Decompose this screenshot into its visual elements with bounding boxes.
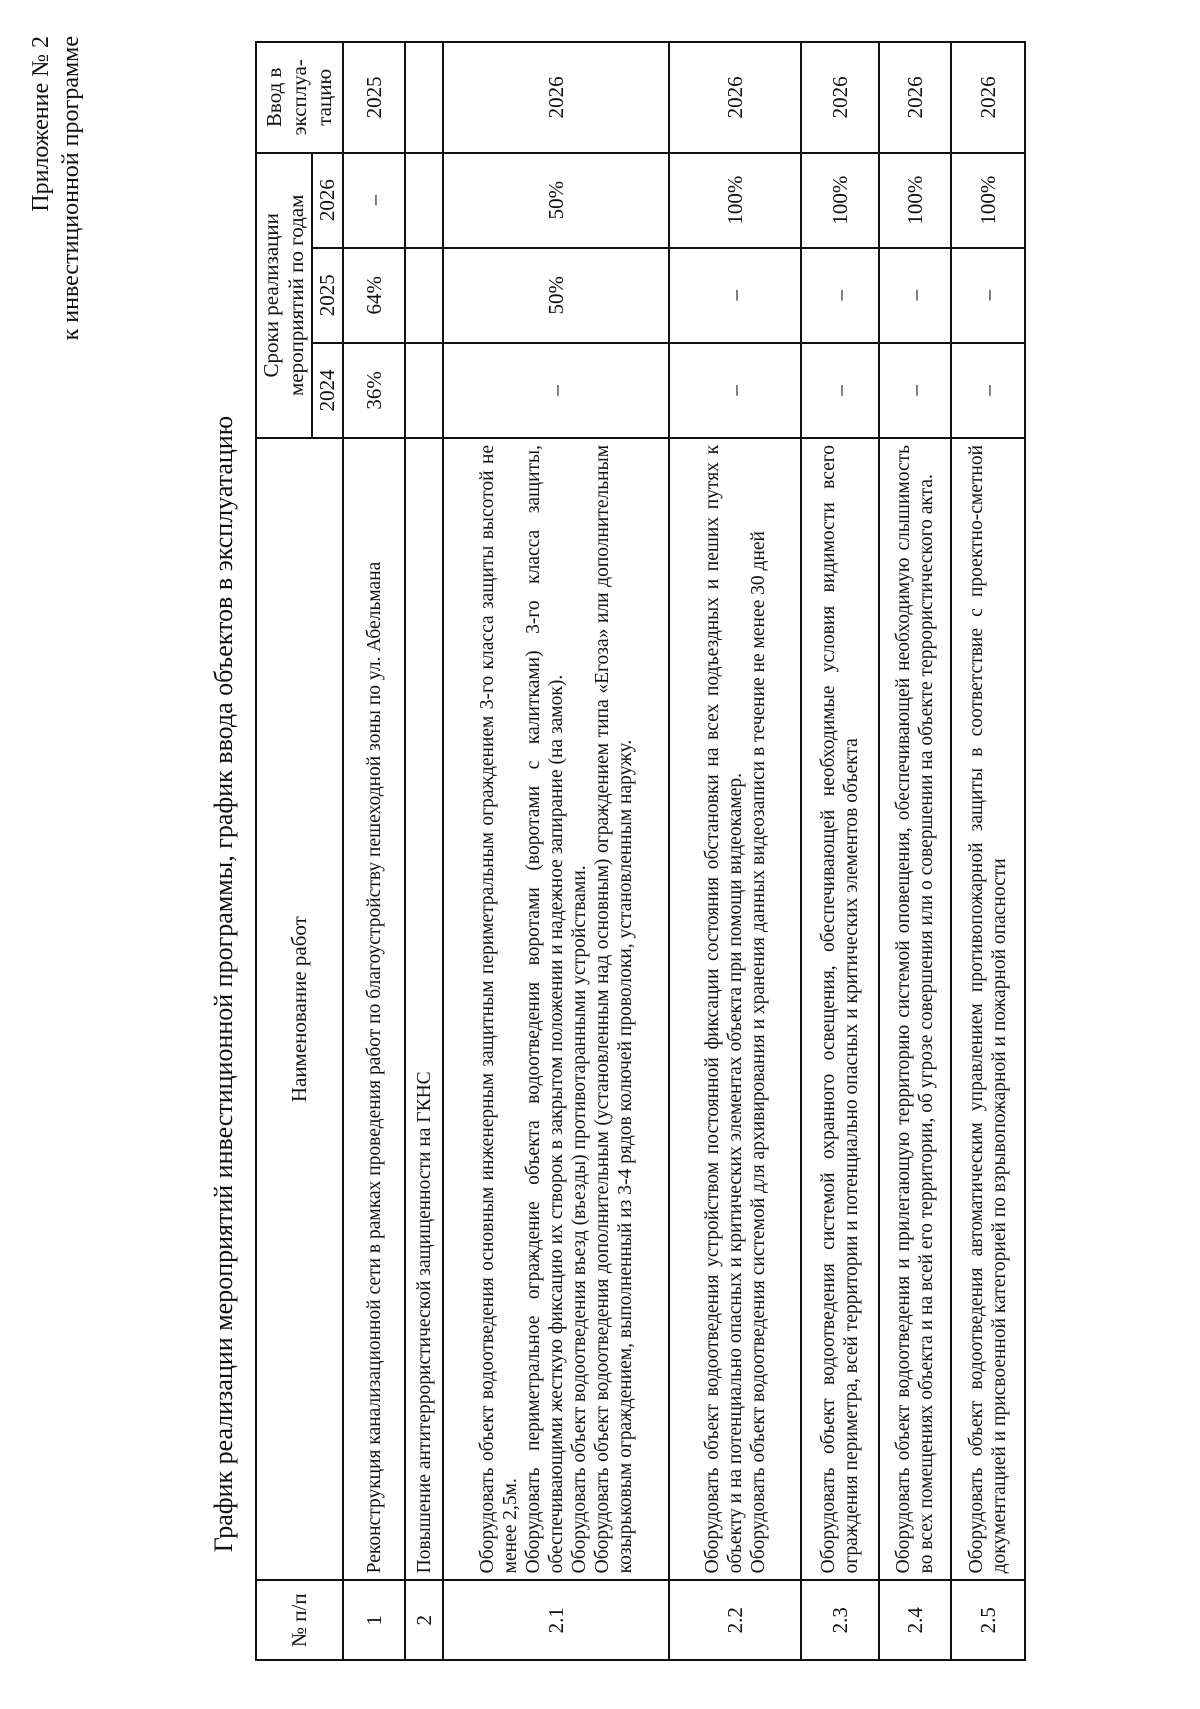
work-paragraph: Оборудовать объект водоотведения основным инженерным защитным периметральным ограждением 3-го класса защиты высотой не менее 2,5м. (476, 444, 521, 1574)
share-2024: – (801, 343, 879, 438)
commissioning-year: 2026 (879, 42, 951, 153)
commissioning-year: 2026 (951, 42, 1025, 153)
work-description (879, 438, 951, 1580)
header-year-2024: 2024 (312, 343, 343, 438)
commissioning-year (405, 42, 443, 153)
row-number: 2.2 (669, 1580, 801, 1660)
document-title: График реализации мероприятий инвестиционной программы, график ввода объектов в эксплуатацию (209, 415, 238, 1553)
table-row (951, 42, 1025, 1660)
commissioning-year: 2025 (343, 42, 405, 153)
share-2026: 100% (669, 153, 801, 248)
table-row (801, 42, 879, 1660)
work-paragraph: Оборудовать объект водоотведения автоматическим управлением противопожарной защиты в соответствие с проектно-сметной документацией и присвоенной категорией по взрывопожарной и пожарной опасности (966, 444, 1010, 1574)
share-2026: 100% (879, 153, 951, 248)
table-row (343, 42, 405, 1660)
row-number: 2.5 (951, 1580, 1025, 1660)
share-2026: – (343, 153, 405, 248)
share-2025: – (801, 248, 879, 343)
header-name: Наименование работ (256, 438, 343, 1580)
work-paragraph: Оборудовать периметральное ограждение объекта водоотведения воротами (воротами с калитками) 3-го класса защиты, обеспечивающими жесткую фиксацию их створок в закрытом положении и надежное запирание (на замок). (522, 444, 567, 1574)
row-number: 2.3 (801, 1580, 879, 1660)
share-2025: – (879, 248, 951, 343)
table-row (669, 42, 801, 1660)
work-paragraph: Оборудовать объект водоотведения дополнительным (установленным над основным) ограждением типа «Егоза» или дополнительным козырьковым ограждением, выполненный из 3-4 рядов колючей проволоки, установленным наружу. (591, 444, 636, 1574)
share-2024: – (879, 343, 951, 438)
row-number: 2.4 (879, 1580, 951, 1660)
appendix-number: Приложение № 2 (28, 36, 54, 212)
table-row (405, 42, 443, 1660)
row-number: 1 (343, 1580, 405, 1660)
header-year-2026: 2026 (312, 153, 343, 248)
commissioning-year: 2026 (801, 42, 879, 153)
header-commissioning: Ввод в эксплуа-тацию (256, 42, 343, 153)
share-2024: – (951, 343, 1025, 438)
work-paragraph: Реконструкция канализационной сети в рамках проведения работ по благоустройству пешеходной зоны по ул. Абельмана (363, 561, 385, 1574)
share-2026 (405, 153, 443, 248)
appendix-caption (26, 36, 86, 636)
appendix-reference: к инвестиционной программе (58, 36, 84, 341)
work-paragraph: Оборудовать объект водоотведения и прилегающую территорию системой оповещения, обеспечивающей необходимую слышимость во всех помещениях объекта и на всей его территории, об угрозе совершения или о совершении на объекте террористического акта. (893, 444, 937, 1574)
work-paragraph: Оборудовать объект водоотведения въезд (въезды) противотаранными устройствами. (568, 865, 590, 1574)
work-description (801, 438, 879, 1580)
commissioning-year: 2026 (669, 42, 801, 153)
header-num: № п/п (256, 1580, 343, 1660)
share-2024: 36% (343, 343, 405, 438)
share-2025: 50% (443, 248, 669, 343)
table-row (443, 42, 669, 1660)
work-paragraph: Оборудовать объект водоотведения системой для архивирования и хранения данных видеозаписи в течение не менее 30 дней (747, 531, 769, 1574)
row-number: 2 (405, 1580, 443, 1660)
share-2024: – (443, 343, 669, 438)
share-2025 (405, 248, 443, 343)
work-paragraph: Оборудовать объект водоотведения устройством постоянной фиксации состояния обстановки на всех подъездных и пеших путях к объекту и на потенциально опасных и критических элементах объекта при помощи видеокамер. (701, 444, 746, 1574)
header-terms: Сроки реализации мероприятий по годам (256, 153, 312, 438)
share-2026: 100% (801, 153, 879, 248)
work-paragraph: Повышение антитеррористической защищенности на ГКНС (413, 1071, 435, 1574)
work-description (669, 438, 801, 1580)
table-row (879, 42, 951, 1660)
work-description (951, 438, 1025, 1580)
share-2026: 100% (951, 153, 1025, 248)
share-2025: 64% (343, 248, 405, 343)
table-body (343, 42, 1025, 1660)
work-paragraph: Оборудовать объект водоотведения системой охранного освещения, обеспечивающей необходимые условия видимости всего ограждения периметра, всей территории и потенциально опасных и критических элементов объекта (818, 444, 862, 1574)
header-year-2025: 2025 (312, 248, 343, 343)
work-description (343, 438, 405, 1580)
row-number: 2.1 (443, 1580, 669, 1660)
share-2026: 50% (443, 153, 669, 248)
commissioning-year: 2026 (443, 42, 669, 153)
work-description (405, 438, 443, 1580)
share-2024: – (669, 343, 801, 438)
share-2024 (405, 343, 443, 438)
share-2025: – (669, 248, 801, 343)
work-description (443, 438, 669, 1580)
share-2025: – (951, 248, 1025, 343)
schedule-table (255, 41, 1026, 1661)
